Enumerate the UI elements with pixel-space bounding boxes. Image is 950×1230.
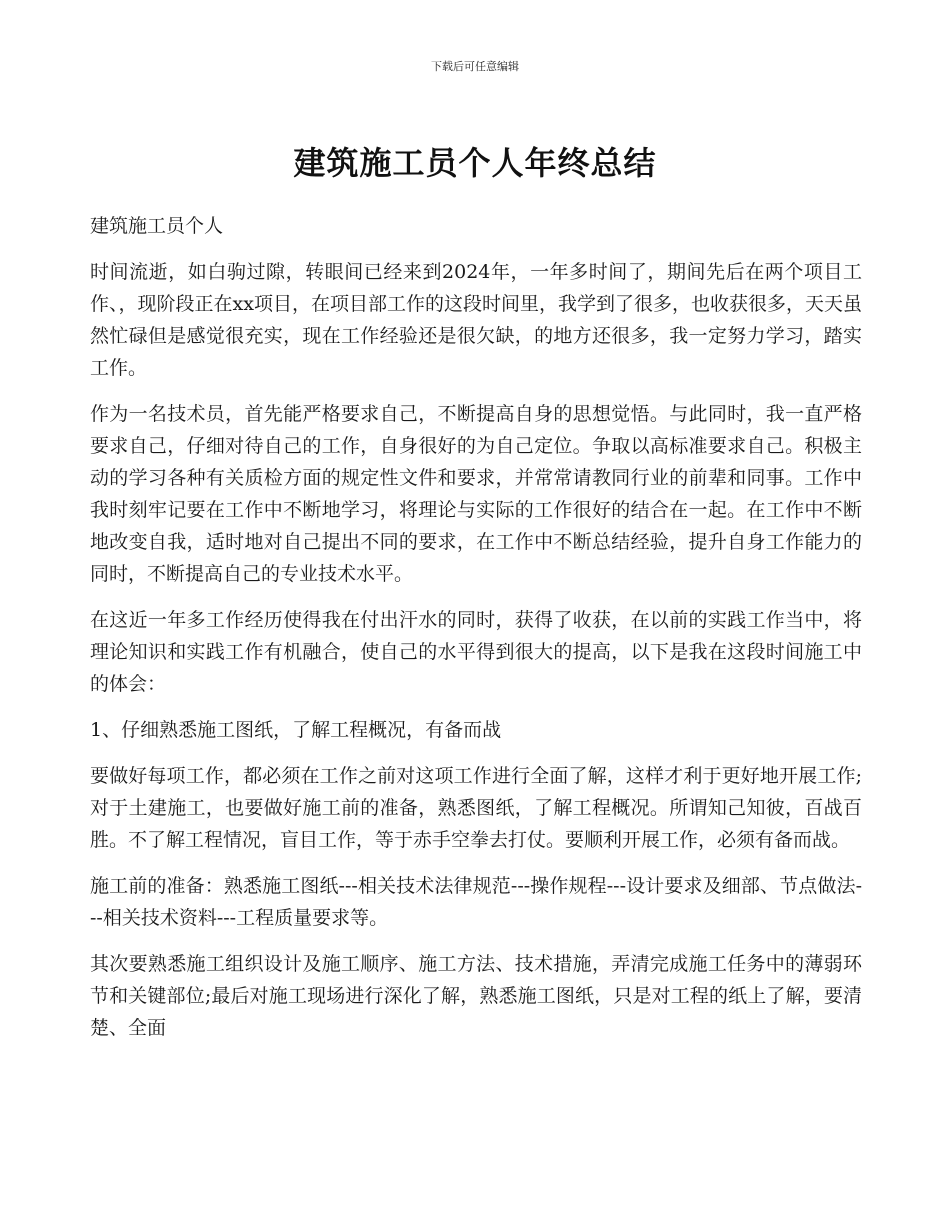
paragraph-time: 时间流逝，如白驹过隙，转眼间已经来到2024年，一年多时间了，期间先后在两个项目工作、，现阶段正在xx项目，在项目部工作的这段时间里，我学到了很多，也收获很多，天天虽然忙碌但是感觉很充实，现在工作经验还是很欠缺，的地方还很多，我一定努力学习，踏实工作。 [90, 261, 862, 379]
paragraph-pre-construction: 施工前的准备：熟悉施工图纸---相关技术法律规范---操作规程---设计要求及细部、节点做法---相关技术资料---工程质量要求等。 [90, 875, 862, 929]
page-header-note: 下载后可任意编辑 [431, 60, 519, 73]
section-heading-1: 1、仔细熟悉施工图纸，了解工程概况，有备而战 [90, 719, 502, 741]
paragraph-organization: 其次要熟悉施工组织设计及施工顺序、施工方法、技术措施，弄清完成施工任务中的薄弱环节和关键部位;最后对施工现场进行深化了解，熟悉施工图纸，只是对工程的纸上了解，要清楚、全面 [90, 953, 862, 1039]
paragraph-intro: 建筑施工员个人 [90, 215, 224, 237]
document-body [90, 210, 862, 1058]
paragraph-experience: 在这近一年多工作经历使得我在付出汗水的同时，获得了收获，在以前的实践工作当中，将理论知识和实践工作有机融合，使自己的水平得到很大的提高，以下是我在这段时间施工中的体会： [90, 609, 862, 695]
document-title: 建筑施工员个人年终总结 [293, 144, 657, 182]
paragraph-technician: 作为一名技术员，首先能严格要求自己，不断提高自身的思想觉悟。与此同时，我一直严格要求自己，仔细对待自己的工作，自身很好的为自己定位。争取以高标准要求自己。积极主动的学习各种有关质检方面的规定性文件和要求，并常常请教同行业的前辈和同事。工作中我时刻牢记要在工作中不断地学习，将理论与实际的工作很好的结合在一起。在工作中不断地改变自我，适时地对自己提出不同的要求，在工作中不断总结经验，提升自身工作能力的同时，不断提高自己的专业技术水平。 [90, 403, 862, 585]
paragraph-preparation: 要做好每项工作，都必须在工作之前对这项工作进行全面了解，这样才利于更好地开展工作;对于土建施工，也要做好施工前的准备，熟悉图纸，了解工程概况。所谓知己知彼，百战百胜。不了解工程情况，盲目工作，等于赤手空拳去打仗。要顺利开展工作，必须有备而战。 [90, 765, 862, 851]
